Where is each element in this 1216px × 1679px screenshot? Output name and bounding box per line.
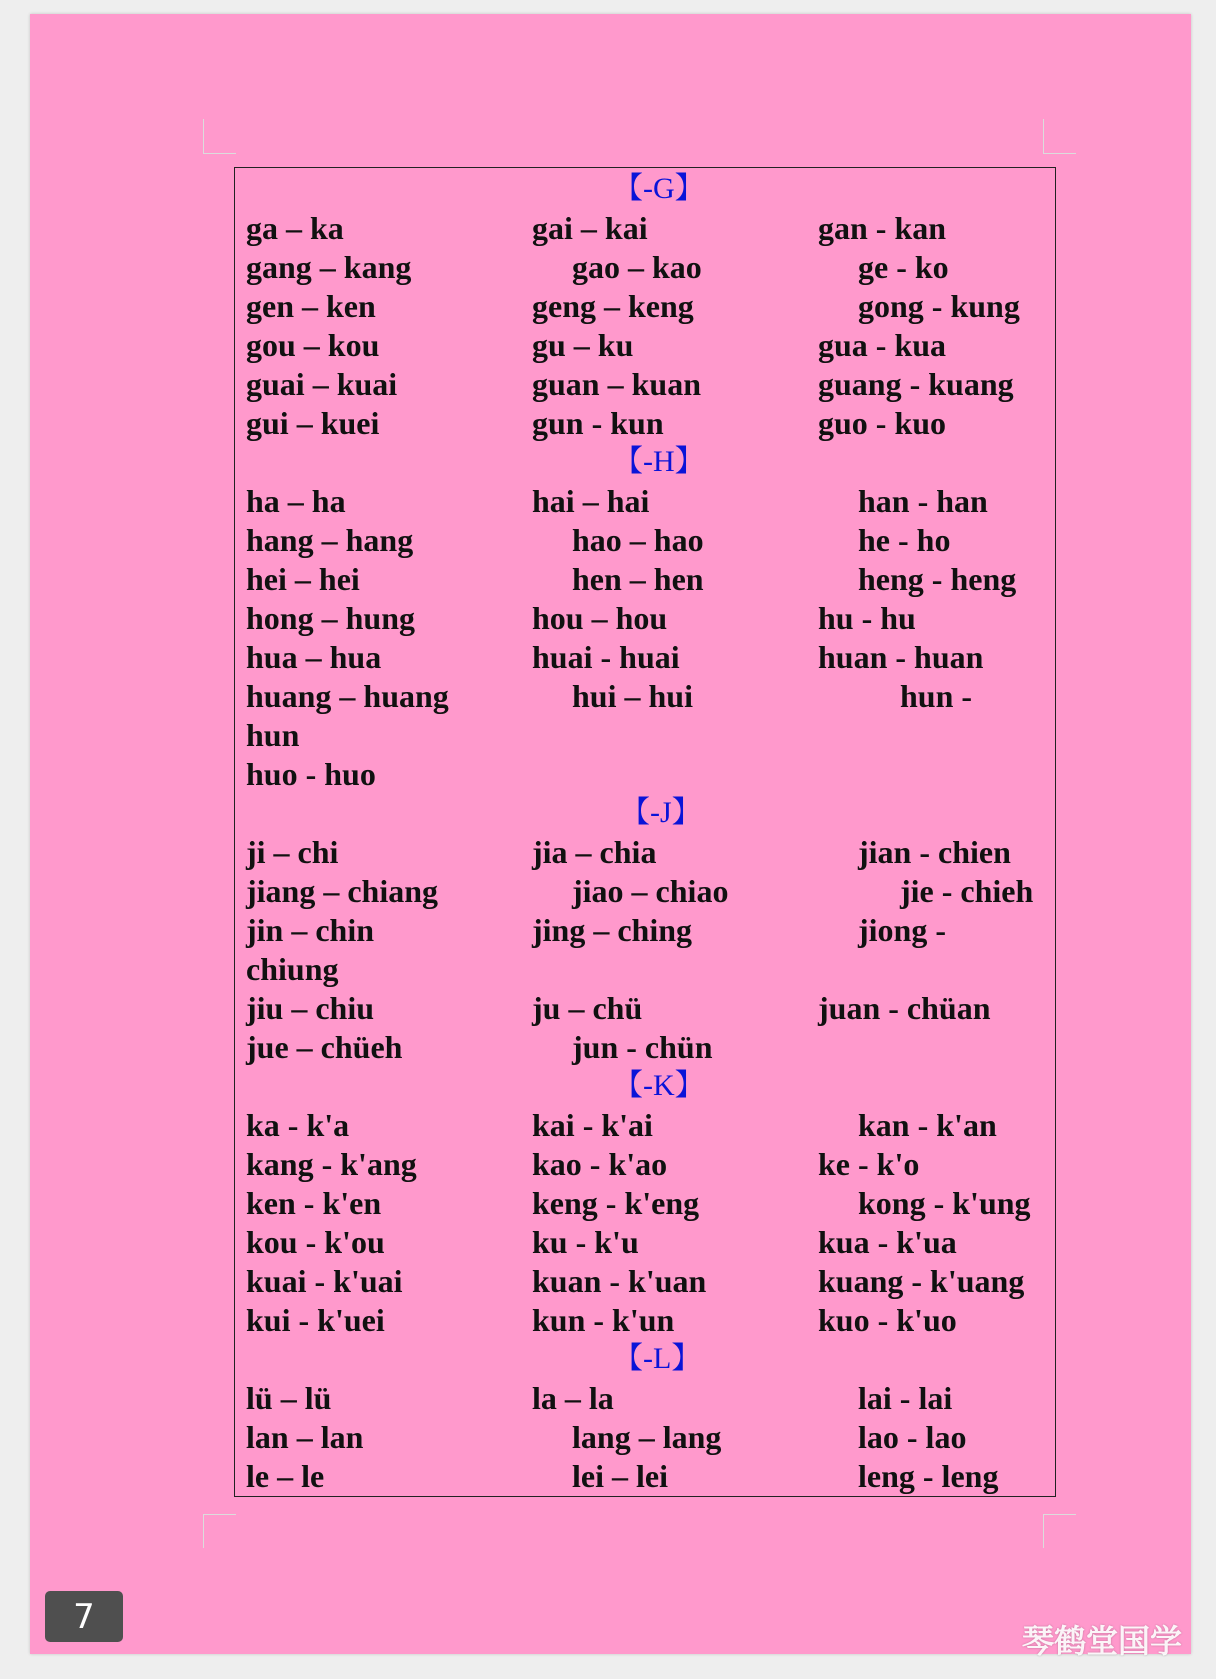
romanization-pair: kong - k'ung: [858, 1185, 1031, 1221]
romanization-pair: hui – hui: [572, 678, 693, 714]
romanization-pair: hai – hai: [532, 483, 650, 519]
romanization-pair: ha – ha: [246, 483, 346, 519]
romanization-pair: ju – chü: [532, 990, 643, 1026]
romanization-pair: jiang – chiang: [246, 873, 439, 909]
crop-mark: [1043, 1514, 1044, 1548]
romanization-pair: ka - k'a: [246, 1107, 350, 1143]
romanization-pair: hao – hao: [572, 522, 704, 558]
romanization-pair: gen – ken: [246, 288, 376, 324]
section-header: 【-L】: [613, 1342, 702, 1375]
romanization-pair: jian - chien: [858, 834, 1011, 870]
romanization-pair: gun - kun: [532, 405, 664, 441]
section-header: 【-G】: [613, 172, 705, 205]
section-header: 【-K】: [613, 1069, 705, 1102]
romanization-pair: lang – lang: [572, 1419, 722, 1455]
crop-mark: [203, 1514, 204, 1548]
romanization-pair: hang – hang: [246, 522, 414, 558]
romanization-pair: gui – kuei: [246, 405, 380, 441]
romanization-pair: jun - chün: [572, 1029, 713, 1065]
crop-mark: [1043, 1514, 1076, 1515]
romanization-pair: kai - k'ai: [532, 1107, 653, 1143]
romanization-pair: kou - k'ou: [246, 1224, 385, 1260]
romanization-pair: kun - k'un: [532, 1302, 675, 1338]
romanization-pair: ke - k'o: [818, 1146, 920, 1182]
romanization-pair: juan - chüan: [818, 990, 991, 1026]
crop-mark: [1043, 153, 1076, 154]
romanization-pair: guang - kuang: [818, 366, 1014, 402]
romanization-pair: kan - k'an: [858, 1107, 997, 1143]
romanization-table: [234, 167, 1056, 1497]
romanization-pair: hei – hei: [246, 561, 360, 597]
romanization-pair: lei – lei: [572, 1458, 668, 1494]
romanization-pair: leng - leng: [858, 1458, 999, 1494]
romanization-pair: kuo - k'uo: [818, 1302, 957, 1338]
romanization-pair: ji – chi: [246, 834, 339, 870]
romanization-pair: gai – kai: [532, 210, 648, 246]
romanization-pair: jiong -: [858, 912, 946, 948]
romanization-pair: geng – keng: [532, 288, 694, 324]
romanization-pair: la – la: [532, 1380, 614, 1416]
romanization-pair: jue – chüeh: [246, 1029, 403, 1065]
romanization-pair: lü – lü: [246, 1380, 332, 1416]
section-header: 【-J】: [620, 796, 702, 829]
romanization-pair: huan - huan: [818, 639, 984, 675]
romanization-pair: jiao – chiao: [572, 873, 729, 909]
romanization-pair: heng - heng: [858, 561, 1017, 597]
romanization-pair: hong – hung: [246, 600, 415, 636]
romanization-pair: kuan - k'uan: [532, 1263, 707, 1299]
romanization-pair: hun -: [900, 678, 973, 714]
crop-mark: [203, 119, 204, 153]
crop-mark: [203, 1514, 236, 1515]
romanization-pair: jie - chieh: [900, 873, 1034, 909]
romanization-pair: ga – ka: [246, 210, 344, 246]
romanization-pair: kao - k'ao: [532, 1146, 668, 1182]
romanization-pair: han - han: [858, 483, 988, 519]
romanization-pair: chiung: [246, 951, 339, 987]
romanization-pair: ku - k'u: [532, 1224, 639, 1260]
romanization-pair: gu – ku: [532, 327, 634, 363]
romanization-pair: kuai - k'uai: [246, 1263, 403, 1299]
romanization-pair: guo - kuo: [818, 405, 947, 441]
crop-mark: [203, 153, 236, 154]
romanization-pair: hun: [246, 717, 300, 753]
romanization-pair: jing – ching: [532, 912, 693, 948]
romanization-pair: jia – chia: [532, 834, 657, 870]
romanization-pair: jiu – chiu: [246, 990, 375, 1026]
document-page: [30, 14, 1191, 1654]
romanization-pair: kang - k'ang: [246, 1146, 417, 1182]
romanization-pair: ge - ko: [858, 249, 949, 285]
romanization-pair: jin – chin: [246, 912, 375, 948]
romanization-pair: gang – kang: [246, 249, 412, 285]
crop-mark: [1043, 119, 1044, 153]
romanization-pair: kuang - k'uang: [818, 1263, 1025, 1299]
romanization-pair: guai – kuai: [246, 366, 398, 402]
romanization-pair: hu - hu: [818, 600, 916, 636]
romanization-pair: gou – kou: [246, 327, 380, 363]
romanization-pair: hua – hua: [246, 639, 382, 675]
romanization-pair: gan - kan: [818, 210, 947, 246]
romanization-pair: kui - k'uei: [246, 1302, 385, 1338]
romanization-pair: hou – hou: [532, 600, 668, 636]
romanization-pair: lai - lai: [858, 1380, 953, 1416]
romanization-pair: guan – kuan: [532, 366, 701, 402]
romanization-pair: huang – huang: [246, 678, 449, 714]
romanization-pair: ken - k'en: [246, 1185, 382, 1221]
page-number-badge: 7: [45, 1591, 123, 1642]
romanization-pair: huai - huai: [532, 639, 680, 675]
romanization-pair: gong - kung: [858, 288, 1020, 324]
romanization-pair: huo - huo: [246, 756, 376, 792]
romanization-pair: kua - k'ua: [818, 1224, 957, 1260]
romanization-pair: he - ho: [858, 522, 951, 558]
romanization-pair: le – le: [246, 1458, 325, 1494]
romanization-pair: gua - kua: [818, 327, 947, 363]
watermark-text: 琴鹤堂国学: [1022, 1622, 1183, 1660]
romanization-pair: hen – hen: [572, 561, 704, 597]
section-header: 【-H】: [613, 445, 705, 478]
romanization-pair: gao – kao: [572, 249, 702, 285]
romanization-pair: lao - lao: [858, 1419, 967, 1455]
romanization-pair: lan – lan: [246, 1419, 364, 1455]
romanization-pair: keng - k'eng: [532, 1185, 700, 1221]
